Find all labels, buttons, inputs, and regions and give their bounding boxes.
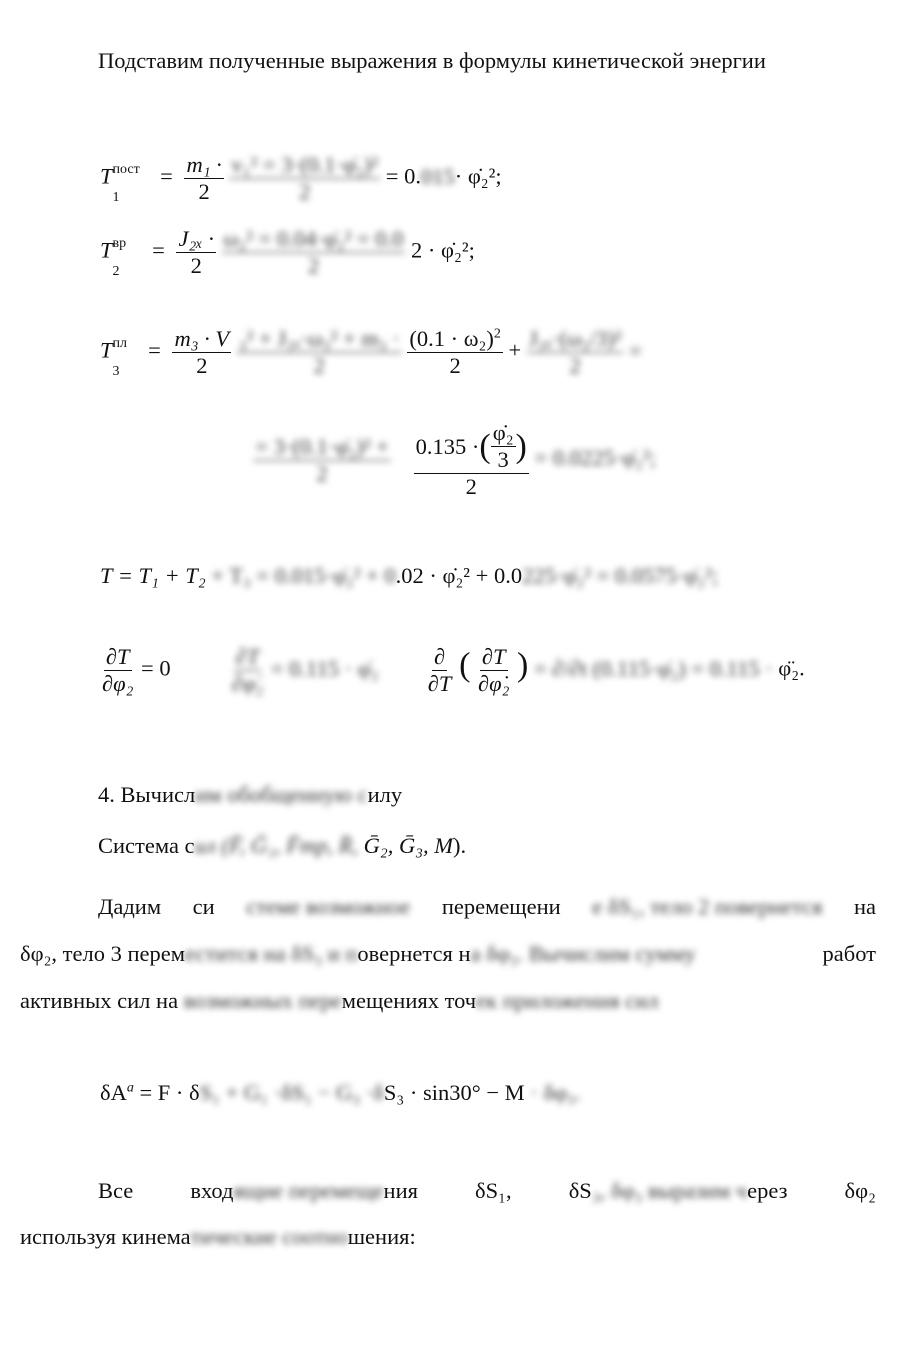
para2-hidden1: ящие перемеще [233,1178,384,1203]
para2-l2b: шения: [347,1224,416,1249]
t3-plus: + [508,337,522,363]
t3-hidden-a [237,326,402,379]
work-start: δA [100,1080,127,1105]
work-hidden: S₁ + G₁ ·δS₁ − G₃ ·δ [199,1080,384,1105]
sum-visible-start: T = T₁ + T₂ [100,563,206,588]
deriv3-fraction [426,644,454,697]
equation-sum [100,563,718,589]
para2-w2: вход [190,1178,234,1203]
deriv1-den: ∂φ₂ [102,671,134,696]
para1-w2: си [192,894,215,919]
para1-l2c: работ [822,941,876,966]
para2-w5: δS [568,1178,592,1203]
t3c-hidden-a-den: 2 [316,460,328,486]
para1-l3a: активных сил на [20,988,179,1013]
deriv1-fraction [100,644,135,697]
t1-lhs: T [100,163,113,189]
t1-hidden-den: 2 [299,179,311,204]
forces-close: ). [453,833,467,858]
t2-hidden-num: ω₂² = 0.04·φ̇₂² = 0.0 [223,226,404,251]
para1-line3 [20,988,658,1014]
t3c-inner-den: 3 [497,447,509,472]
t3-hidden-b-num: J₃ₓ·(ω₂/3)² [528,326,622,351]
para2-hidden2: ₃, δφ₃ выразим ч [591,1178,748,1203]
t3-frac-den: 2 [196,353,208,378]
equation-derivatives: $\frac{\partial T}{\text{∂φ₂}}$ = 0 $\frac{\partial T}{\text{∂φ̇₂}}$ = 0.115 · φ̇₂ $\frac{\partial}{\partial T}$ ( $\frac{\partial T}{\text{∂φ̇₂}}$ ) = ∂/∂t (0.115·φ̇₂) = 0.115 · φ̈₂. [102,644,805,696]
equation-t3: T пл 3 = $\frac{\text{m₃ · V}}{2}$ $\frac{\text{₃² + J₃ₓ·ω₃² + m₃ ·}}{2}$ $\frac{(0.1 \cdot \omega_2)^2}{2}$ + $\frac{\text{J₃ₓ·(ω₂/3)²}}{2}$ = [100,326,642,379]
para2-l2-hidden: тические соотно [190,1224,348,1249]
deriv2-fraction [230,644,265,697]
t1-rhs-end: · φ̇₂²; [454,163,502,189]
para1-l3b: мещениях точ [341,988,477,1013]
t3c-inner-fraction [491,420,516,473]
para1-hidden1: стеме возможное [246,894,411,919]
t3-hidden-a-num: ₃² + J₃ₓ·ω₃² + m₃ · [238,326,400,351]
t3-hidden-a-den: 2 [313,353,325,378]
deriv2-den: ∂φ̇₂ [231,671,264,696]
para2-line2 [20,1224,416,1250]
forces-start: Система с [98,833,195,858]
t1-rhs-hidden: 015 [420,163,455,189]
t3-frac-num: m₃ · V [174,326,230,351]
section4-end: илу [367,782,403,807]
para2-l2a: используя кинема [20,1224,191,1249]
sum-hidden-mid: + T₃ = 0.015·φ̇₂² + 0 [205,563,396,588]
t1-hidden-num: v₁² = 3·(0.1·φ̇₂)² [231,152,379,177]
deriv1-num: ∂T [105,644,130,669]
deriv3-end: φ̈₂. [778,655,805,681]
t3c-coef: 0.135 · [415,433,480,459]
deriv3-inner-fraction [476,644,511,697]
t3c-hidden-a-num: = 3·(0.1·φ̇₂)² + [255,433,389,459]
t2-frac-num: J₂ₓ · [178,226,214,251]
work-eq: = F · δ [139,1080,200,1105]
deriv3-den: ∂T [427,671,452,696]
para2-w1: Все [98,1178,134,1203]
work-hidden-end: · δφ₃. [524,1080,581,1105]
para1-w1: Дадим [98,894,162,919]
para1-l2a: δφ₂, тело 3 перем [20,941,185,966]
para1-w4: на [853,894,876,919]
sum-hidden-end: 225·φ̇₂² = 0.0575·φ̇₂²; [522,563,719,588]
t1-hidden [229,152,380,205]
para1-w3: перемещени [441,894,561,919]
t3-visible-den: 2 [449,353,461,378]
deriv3-inner-den: ∂φ̇₂ [478,671,510,696]
equation-t3-continuation [236,420,656,510]
t3c-visible-den: 2 [465,474,477,499]
t3c-hidden-a [236,434,408,487]
para2-w6: ерез [747,1178,788,1203]
t1-frac-num: m₁ · [186,152,222,177]
t2-hidden [222,226,406,279]
t3-fraction [172,326,231,379]
t1-rhs-start: = 0. [385,163,421,189]
intro-line: Подставим полученные выражения в формулы кинетической энергии [98,48,766,73]
para1-l2b: овернется н [357,941,471,966]
sum-visible-mid: .02 · φ̇₂² + 0.0 [395,563,523,588]
para1-line2 [20,941,876,967]
t2-lhs: T [100,237,113,263]
t1-frac-den: 2 [198,179,210,204]
deriv1-eq: = 0 [141,655,171,681]
t2-fraction [176,226,215,279]
deriv2-num: ∂T [235,644,260,669]
t3c-hidden-end: = 0.0225·φ̇₂²; [534,445,657,471]
deriv2-rhs: = 0.115 · φ̇₂ [270,655,379,681]
t2-eq: = [152,237,165,263]
deriv3-hidden: = ∂/∂t (0.115·φ̇₂) = 0.115 · [533,655,773,681]
t1-fraction [184,152,223,205]
deriv3-num: ∂ [434,644,446,669]
section4-start: 4. Вычисл [98,782,196,807]
para1-l3-hidden: возможных пере [178,988,342,1013]
para1-l2-hidden2: а δφ₃. Вычислим сумму [470,941,696,966]
para1-l3-hidden2: ек приложения сил [476,988,659,1013]
forces-hidden: ил (F̄, Ḡ₁, F̄тр, R̄, [194,833,364,858]
work-visible: S₃ · sin30° − M [383,1080,525,1105]
section4-hidden: им обобщенную с [195,782,368,807]
para2-line1 [98,1178,876,1204]
equation-t2: T вр 2 = $\frac{\text{J₂ₓ ·}}{2}$ $\frac{\text{ω₂² = 0.04·φ̇₂² = 0.0}}{2}$ 2 · φ̇₂²; [100,226,475,279]
work-sup: a [126,1080,134,1096]
t1-eq: = [160,163,173,189]
deriv3-inner-num: ∂T [481,644,506,669]
para1-l2-hidden: естится на δS₃ и п [184,941,358,966]
t3-visible-num: (0.1 · ω₂) [409,326,494,351]
equation-work [100,1080,581,1106]
para2-w4: δS₁, [475,1178,512,1203]
t3c-inner-num: φ̇₂ [492,420,514,445]
t3-hidden-b-den: 2 [569,353,581,378]
para1-hidden2: е δS₁, тело 2 повернется [592,894,823,919]
t3-hidden-b [527,326,624,379]
t2-frac-den: 2 [190,253,202,278]
t3-eq: = [148,337,161,363]
t3-visible-sup: 2 [493,326,501,342]
para1-line1 [98,894,876,920]
t3c-visible-fraction: 0.135 · ( $\frac{\text{φ̇₂}}{3}$ ) 2 [415,420,527,499]
t2-hidden-den: 2 [307,253,320,278]
para2-w7: δφ₂ [844,1178,876,1203]
t3-lhs: T [100,337,113,363]
forces-visible: Ḡ₂, Ḡ₃, M [363,833,454,858]
t2-rhs-end: 2 · φ̇₂²; [411,237,475,263]
t3-visible-fraction [407,326,503,379]
section-4-heading [98,782,402,808]
para2-w3: ния [383,1178,418,1203]
forces-system-line [98,833,466,859]
t3-hidden-end: = [628,337,642,363]
equation-t1: T пост 1 = $\frac{\text{m₁ ·}}{2}$ $\frac{\text{v₁² = 3·(0.1·φ̇₂)²}}{2}$ = 0.015· φ̇₂²; [100,152,502,205]
